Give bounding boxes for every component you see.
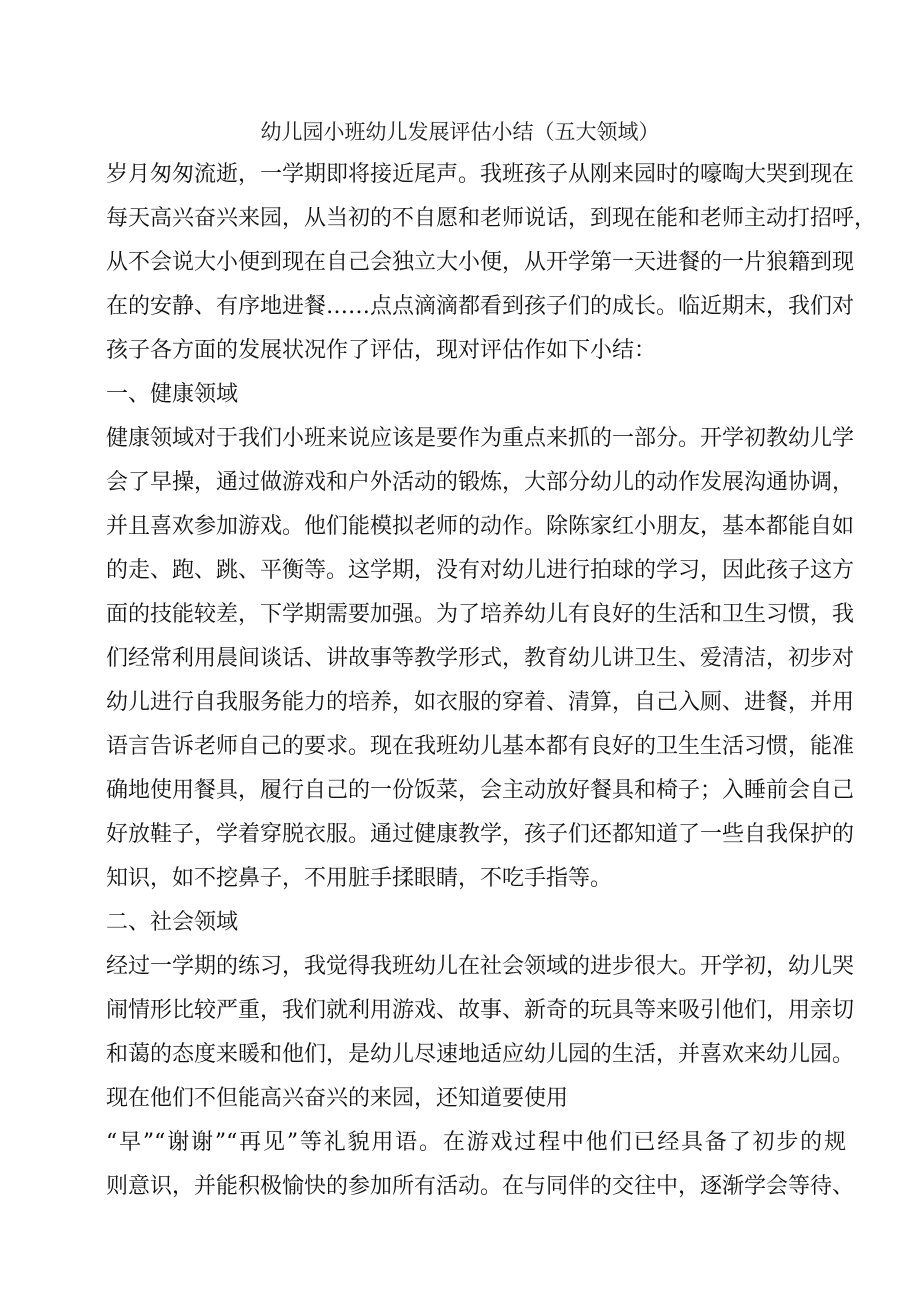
intro-line: 从不会说大小便到现在自己会独立大小便，从开学第一天进餐的一片狼籍到现 xyxy=(106,250,855,275)
intro-line: 岁月匆匆流逝，一学期即将接近尾声。我班孩子从刚来园时的嚎啕大哭到现在 xyxy=(106,162,855,187)
document-title: 幼儿园小班幼儿发展评估小结（五大领域） xyxy=(260,120,660,144)
health-line: 语言告诉老师自己的要求。现在我班幼儿基本都有良好的卫生生活习惯，能准 xyxy=(106,734,855,759)
health-line: 面的技能较差，下学期需要加强。为了培养幼儿有良好的生活和卫生习惯，我 xyxy=(106,602,855,627)
section-heading-health: 一、健康领域 xyxy=(106,382,239,407)
social-line: 现在他们不但能高兴奋兴的来园，还知道要使用 xyxy=(106,1086,569,1111)
health-line: 确地使用餐具，履行自己的一份饭菜，会主动放好餐具和椅子；入睡前会自己 xyxy=(106,778,855,803)
intro-line: 在的安静、有序地进餐……点点滴滴都看到孩子们的成长。临近期末，我们对 xyxy=(106,294,855,319)
health-line: 并且喜欢参加游戏。他们能模拟老师的动作。除陈家红小朋友，基本都能自如 xyxy=(106,514,855,539)
social-line: “早”“谢谢”“再见”等礼貌用语。在游戏过程中他们已经具备了初步的规 xyxy=(106,1130,846,1155)
intro-line: 孩子各方面的发展状况作了评估，现对评估作如下小结： xyxy=(106,338,657,363)
health-line: 幼儿进行自我服务能力的培养，如衣服的穿着、清算，自己入厕、进餐，并用 xyxy=(106,690,855,715)
section-heading-social: 二、社会领域 xyxy=(106,910,239,935)
social-line: 则意识，并能积极愉快的参加所有活动。在与同伴的交往中，逐渐学会等待、 xyxy=(106,1174,855,1199)
health-line: 好放鞋子，学着穿脱衣服。通过健康教学，孩子们还都知道了一些自我保护的 xyxy=(106,822,855,847)
social-line: 经过一学期的练习，我觉得我班幼儿在社会领域的进步很大。开学初，幼儿哭 xyxy=(106,954,855,979)
social-line: 和蔼的态度来暖和他们，是幼儿尽速地适应幼儿园的生活，并喜欢来幼儿园。 xyxy=(106,1042,855,1067)
health-line: 知识，如不挖鼻子，不用脏手揉眼睛，不吃手指等。 xyxy=(106,866,613,891)
health-line: 的走、跑、跳、平衡等。这学期，没有对幼儿进行拍球的学习，因此孩子这方 xyxy=(106,558,855,583)
health-line: 健康领域对于我们小班来说应该是要作为重点来抓的一部分。开学初教幼儿学 xyxy=(106,426,855,451)
health-line: 们经常利用晨间谈话、讲故事等教学形式，教育幼儿讲卫生、爱清洁，初步对 xyxy=(106,646,855,671)
intro-line: 每天高兴奋兴来园，从当初的不自愿和老师说话，到现在能和老师主动打招呼， xyxy=(106,206,877,231)
social-line: 闹情形比较严重，我们就利用游戏、故事、新奇的玩具等来吸引他们，用亲切 xyxy=(106,998,855,1023)
health-line: 会了早操，通过做游戏和户外活动的锻炼，大部分幼儿的动作发展沟通协调， xyxy=(106,470,855,495)
